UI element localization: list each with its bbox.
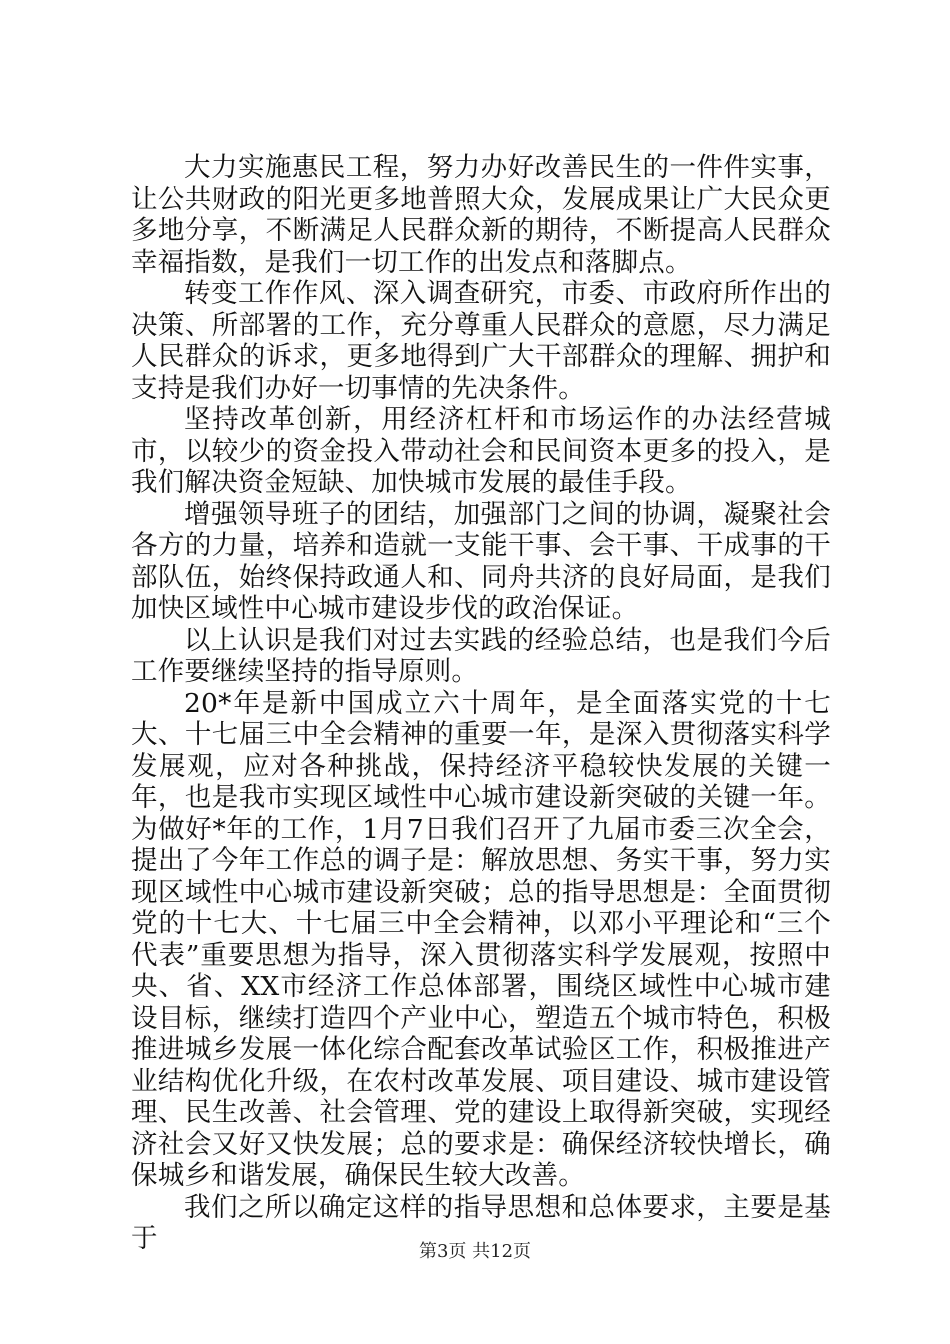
- paragraph-2: 转变工作作风、深入调查研究，市委、市政府所作出的决策、所部署的工作，充分尊重人民群众的意愿，尽力满足人民群众的诉求，更多地得到广大干部群众的理解、拥护和支持是我们办好一切事情的先决条件。: [131, 278, 831, 404]
- page-footer: [0, 1241, 950, 1263]
- paragraph-5: 以上认识是我们对过去实践的经验总结，也是我们今后工作要继续坚持的指导原则。: [131, 624, 831, 687]
- paragraph-3: 坚持改革创新，用经济杠杆和市场运作的办法经营城市，以较少的资金投入带动社会和民间资本更多的投入，是我们解决资金短缺、加快城市发展的最佳手段。: [131, 404, 831, 498]
- paragraph-1: 大力实施惠民工程，努力办好改善民生的一件件实事，让公共财政的阳光更多地普照大众，发展成果让广大民众更多地分享，不断满足人民群众新的期待，不断提高人民群众幸福指数，是我们一切工作的出发点和落脚点。: [131, 152, 831, 278]
- paragraph-4: 增强领导班子的团结，加强部门之间的协调，凝聚社会各方的力量，培养和造就一支能干事、会干事、干成事的干部队伍，始终保持政通人和、同舟共济的良好局面，是我们加快区域性中心城市建设步伐的政治保证。: [131, 498, 831, 624]
- paragraph-6: 20*年是新中国成立六十周年，是全面落实党的十七大、十七届三中全会精神的重要一年，是深入贯彻落实科学发展观，应对各种挑战，保持经济平稳较快发展的关键一年，也是我市实现区域性中心城市建设新突破的关键一年。为做好*年的工作，1月7日我们召开了九届市委三次全会，提出了今年工作总的调子是：解放思想、务实干事，努力实现区域性中心城市建设新突破；总的指导思想是：全面贯彻党的十七大、十七届三中全会精神，以邓小平理论和“三个代表”重要思想为指导，深入贯彻落实科学发展观，按照中央、省、XX市经济工作总体部署，围绕区域性中心城市建设目标，继续打造四个产业中心，塑造五个城市特色，积极推进城乡发展一体化综合配套改革试验区工作，积极推进产业结构优化升级，在农村改革发展、项目建设、城市建设管理、民生改善、社会管理、党的建设上取得新突破，实现经济社会又好又快发展；总的要求是：确保经济较快增长，确保城乡和谐发展，确保民生较大改善。: [131, 687, 831, 1191]
- paragraph-7: 我们之所以确定这样的指导思想和总体要求，主要是基于: [131, 1191, 831, 1254]
- page-number: 第3页 共12页: [418, 1241, 532, 1262]
- document-body: [131, 152, 831, 1255]
